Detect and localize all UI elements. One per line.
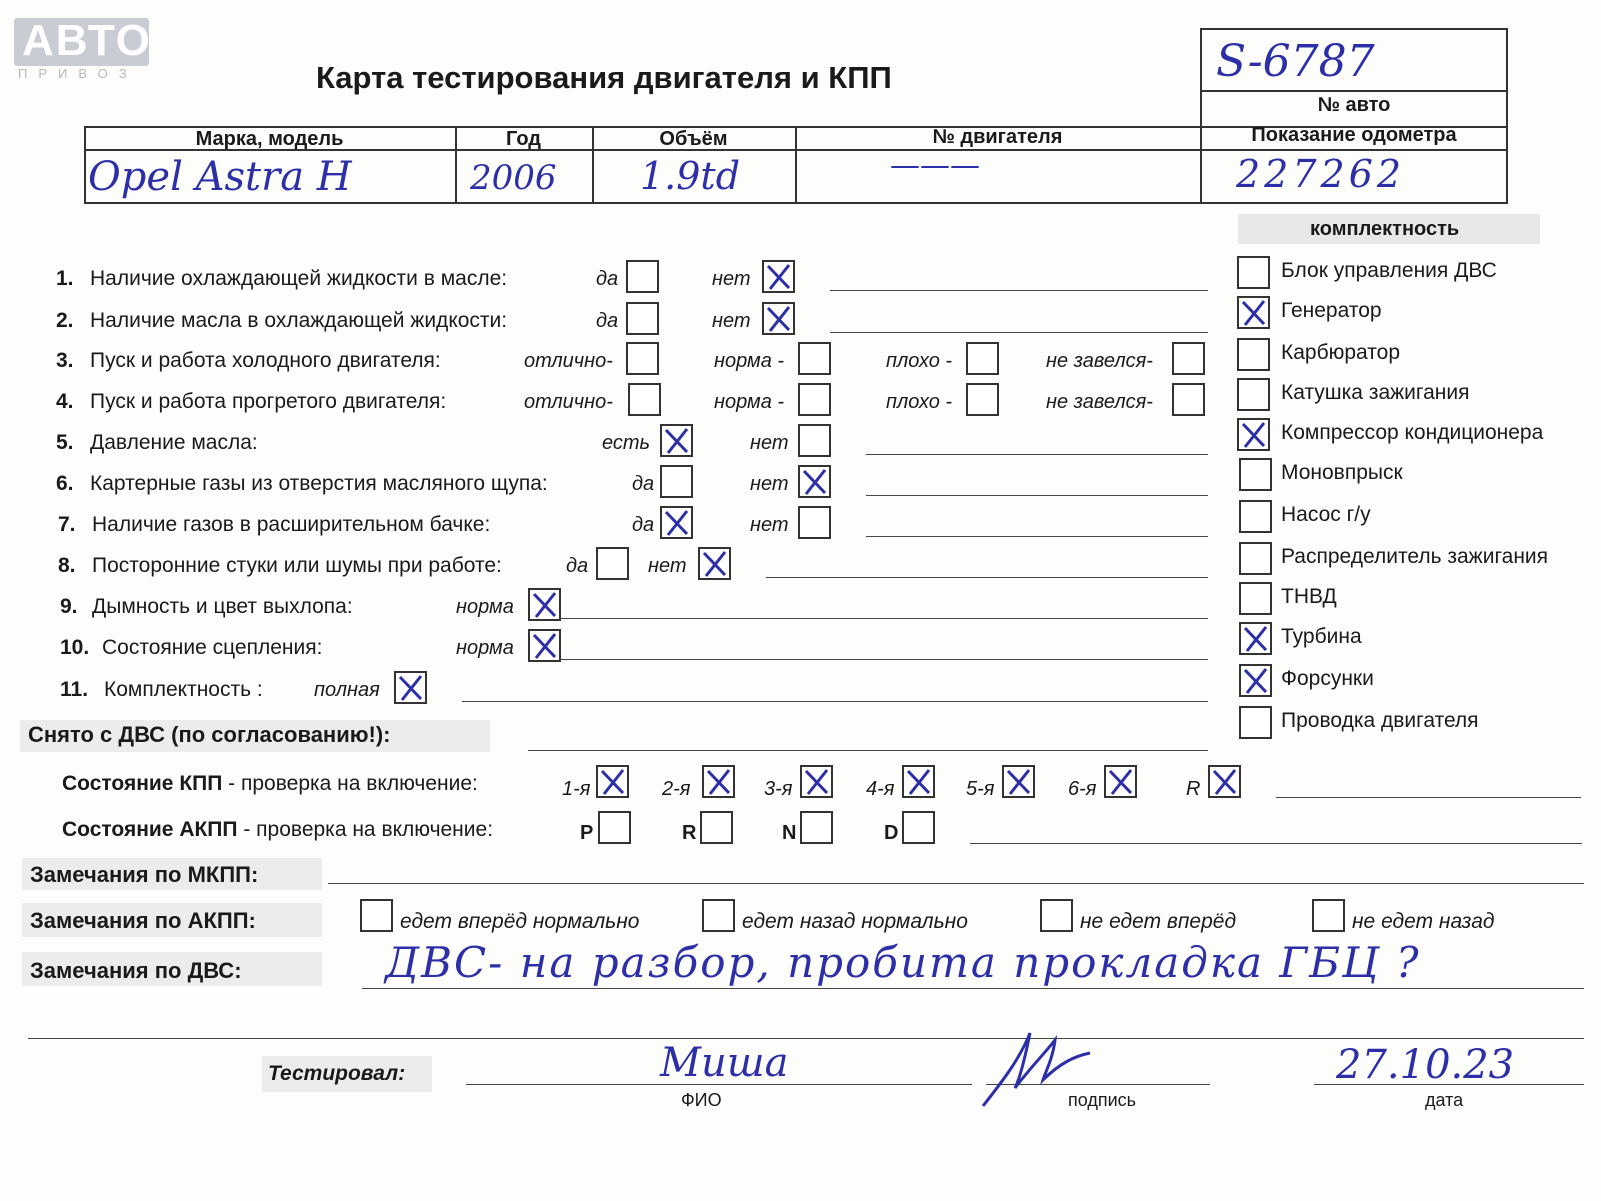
option-label: да: [566, 555, 589, 577]
volume-value: 1.9td: [640, 154, 741, 198]
option-checkbox[interactable]: [596, 547, 629, 580]
option-checkbox[interactable]: [1172, 342, 1205, 375]
tested-label: Тестировал:: [268, 1062, 406, 1085]
option-label: нет: [750, 473, 789, 495]
akpp-remark-label: едет вперёд нормально: [400, 910, 640, 933]
mode-checkbox[interactable]: [598, 811, 631, 844]
item-number: 2.: [56, 309, 74, 332]
option-checkbox[interactable]: [966, 342, 999, 375]
komplekt-checkbox[interactable]: [1239, 458, 1272, 491]
option-checkbox[interactable]: [528, 629, 561, 662]
option-label: нет: [750, 432, 789, 454]
item-number: 5.: [56, 431, 74, 454]
gear-label: R: [1186, 778, 1201, 800]
item-label: Пуск и работа холодного двигателя:: [90, 349, 441, 372]
komplekt-checkbox[interactable]: [1237, 338, 1270, 371]
signature-caption: подпись: [1068, 1090, 1137, 1110]
option-checkbox[interactable]: [798, 383, 831, 416]
mode-label: N: [782, 822, 797, 844]
item-label: Наличие газов в расширительном бачке:: [92, 513, 491, 536]
name-caption: ФИО: [681, 1090, 722, 1110]
remarks-dvs-label: Замечания по ДВС:: [30, 958, 242, 983]
komplekt-label: Моновпрыск: [1281, 461, 1403, 484]
engine-number-value: ———: [890, 148, 980, 183]
option-checkbox[interactable]: [762, 260, 795, 293]
komplekt-label: Распределитель зажигания: [1281, 545, 1549, 568]
item-line: [560, 659, 1208, 660]
option-label: нет: [750, 514, 789, 536]
auto-number-label: № авто: [1317, 94, 1391, 116]
option-checkbox[interactable]: [626, 302, 659, 335]
komplekt-label: Насос г/у: [1281, 503, 1371, 526]
akpp-remark-label: не едет назад: [1352, 910, 1495, 933]
gear-checkbox[interactable]: [596, 765, 629, 798]
komplekt-title: комплектность: [1310, 218, 1460, 240]
item-label: Комплектность :: [104, 678, 263, 701]
item-number: 10.: [60, 636, 90, 659]
date-caption: дата: [1425, 1090, 1464, 1110]
item-label: Посторонние стуки или шумы при работе:: [92, 554, 502, 577]
divider: [1200, 90, 1508, 92]
item-line: [766, 577, 1208, 578]
komplekt-checkbox[interactable]: [1237, 378, 1270, 411]
komplekt-checkbox[interactable]: [1239, 664, 1272, 697]
kpp-label-bold: Состояние КПП: [62, 772, 223, 795]
page-title: Карта тестирования двигателя и КПП: [316, 60, 892, 95]
gear-checkbox[interactable]: [702, 765, 735, 798]
gear-checkbox[interactable]: [1208, 765, 1241, 798]
make-value: Opel Astra H: [88, 154, 352, 200]
item-number: 4.: [56, 390, 74, 413]
komplekt-label: Катушка зажигания: [1281, 381, 1470, 404]
kpp-line: [1276, 797, 1581, 798]
item-number: 8.: [58, 554, 76, 577]
option-label: да: [596, 268, 619, 290]
komplekt-checkbox[interactable]: [1239, 542, 1272, 575]
komplekt-checkbox[interactable]: [1237, 256, 1270, 289]
komplekt-label: ТНВД: [1281, 585, 1337, 608]
akpp-label-rest: - проверка на включение:: [237, 818, 494, 841]
komplekt-label: Проводка двигателя: [1281, 709, 1479, 732]
komplekt-checkbox[interactable]: [1239, 622, 1272, 655]
item-number: 6.: [56, 472, 74, 495]
option-checkbox[interactable]: [1172, 383, 1205, 416]
mode-label: P: [580, 822, 594, 844]
header-make: Марка, модель: [195, 128, 344, 150]
komplekt-label: Форсунки: [1281, 667, 1374, 690]
option-label: плохо -: [886, 391, 953, 413]
logo-subtext: ПРИВОЗ: [18, 66, 138, 81]
item-line: [560, 618, 1208, 619]
item-label: Давление масла:: [90, 431, 258, 454]
removed-line: [528, 750, 1208, 751]
option-checkbox[interactable]: [660, 424, 693, 457]
komplekt-label: Блок управления ДВС: [1281, 259, 1497, 282]
option-checkbox[interactable]: [698, 547, 731, 580]
auto-number-value: S-6787: [1216, 36, 1375, 87]
option-checkbox[interactable]: [628, 383, 661, 416]
tester-name: Миша: [660, 1040, 789, 1086]
mode-checkbox[interactable]: [902, 811, 935, 844]
item-label: Картерные газы из отверстия масляного щупа:: [90, 472, 548, 495]
header-year: Год: [506, 128, 541, 150]
akpp-remark-checkbox[interactable]: [1312, 899, 1345, 932]
item-line: [830, 332, 1208, 333]
item-label: Пуск и работа прогретого двигателя:: [90, 390, 447, 413]
option-label: норма -: [714, 391, 785, 413]
komplekt-label: Турбина: [1281, 625, 1362, 648]
gear-label: 5-я: [966, 778, 995, 800]
item-line: [866, 495, 1208, 496]
item-number: 7.: [58, 513, 76, 536]
logo-text: АВТО: [22, 16, 152, 65]
odometer-value: 227262: [1236, 152, 1406, 196]
option-label: да: [632, 514, 655, 536]
option-label: есть: [602, 432, 651, 454]
option-label: не завелся-: [1046, 391, 1153, 413]
item-label: Наличие охлаждающей жидкости в масле:: [90, 267, 508, 290]
option-label: не завелся-: [1046, 350, 1153, 372]
gear-label: 3-я: [764, 778, 793, 800]
kpp-label-rest: - проверка на включение:: [222, 772, 478, 795]
mode-checkbox[interactable]: [700, 811, 733, 844]
komplekt-label: Компрессор кондиционера: [1281, 421, 1544, 444]
option-checkbox[interactable]: [798, 506, 831, 539]
option-checkbox[interactable]: [966, 383, 999, 416]
option-label: полная: [314, 679, 380, 701]
option-checkbox[interactable]: [798, 424, 831, 457]
komplekt-checkbox[interactable]: [1237, 418, 1270, 451]
gear-label: 1-я: [562, 778, 591, 800]
item-label: Наличие масла в охлаждающей жидкости:: [90, 309, 508, 332]
remarks-extra-line: [28, 1038, 1584, 1039]
mode-checkbox[interactable]: [800, 811, 833, 844]
item-number: 9.: [60, 595, 78, 618]
remarks-akpp-label: Замечания по АКПП:: [30, 908, 256, 933]
kpp-label: [62, 772, 478, 796]
option-label: отлично-: [524, 391, 613, 413]
akpp-remark-checkbox[interactable]: [702, 899, 735, 932]
option-label: нет: [648, 555, 687, 577]
option-checkbox[interactable]: [762, 302, 795, 335]
year-value: 2006: [470, 158, 557, 198]
option-checkbox[interactable]: [394, 671, 427, 704]
komplekt-label: Карбюратор: [1281, 341, 1401, 364]
option-label: да: [632, 473, 655, 495]
item-label: Дымность и цвет выхлопа:: [92, 595, 353, 618]
gear-checkbox[interactable]: [902, 765, 935, 798]
akpp-remark-checkbox[interactable]: [360, 899, 393, 932]
gear-label: 6-я: [1068, 778, 1097, 800]
header-engine-number: № двигателя: [932, 126, 1063, 148]
option-checkbox[interactable]: [528, 588, 561, 621]
item-line: [866, 454, 1208, 455]
option-checkbox[interactable]: [798, 465, 831, 498]
option-label: нет: [712, 268, 751, 290]
mode-label: R: [682, 822, 697, 844]
akpp-remark-checkbox[interactable]: [1040, 899, 1073, 932]
remarks-dvs-value: ДВС- на разбор, пробита прокладка ГБЦ ?: [385, 938, 1421, 987]
komplekt-checkbox[interactable]: [1239, 706, 1272, 739]
option-checkbox[interactable]: [660, 506, 693, 539]
option-label: норма -: [714, 350, 785, 372]
akpp-remark-label: не едет вперёд: [1080, 910, 1237, 933]
gear-label: 4-я: [866, 778, 895, 800]
komplekt-checkbox[interactable]: [1239, 582, 1272, 615]
akpp-label: [62, 818, 493, 842]
remarks-dvs-line: [362, 988, 1584, 989]
gear-checkbox[interactable]: [1002, 765, 1035, 798]
komplekt-checkbox[interactable]: [1237, 296, 1270, 329]
option-label: нет: [712, 310, 751, 332]
option-checkbox[interactable]: [626, 342, 659, 375]
komplekt-label: Генератор: [1281, 299, 1382, 322]
removed-label: Снято с ДВС (по согласованию!):: [28, 722, 391, 747]
item-number: 1.: [56, 267, 74, 290]
gear-checkbox[interactable]: [800, 765, 833, 798]
komplekt-checkbox[interactable]: [1239, 500, 1272, 533]
header-volume: Объём: [659, 128, 728, 150]
option-checkbox[interactable]: [798, 342, 831, 375]
item-number: 3.: [56, 349, 74, 372]
mode-label: D: [884, 822, 899, 844]
test-date: 27.10.23: [1336, 1042, 1515, 1088]
header-odometer: Показание одометра: [1251, 124, 1457, 146]
item-line: [830, 290, 1208, 291]
item-number: 11.: [60, 678, 89, 701]
akpp-line: [970, 843, 1582, 844]
option-label: норма: [456, 596, 514, 618]
akpp-remark-label: едет назад нормально: [742, 910, 968, 933]
akpp-label-bold: Состояние АКПП: [62, 818, 238, 841]
option-label: норма: [456, 637, 514, 659]
option-label: да: [596, 310, 619, 332]
gear-checkbox[interactable]: [1104, 765, 1137, 798]
remarks-mkpp-line: [328, 883, 1584, 884]
option-checkbox[interactable]: [626, 260, 659, 293]
option-label: плохо -: [886, 350, 953, 372]
option-label: отлично-: [524, 350, 613, 372]
item-line: [462, 701, 1208, 702]
item-label: Состояние сцепления:: [102, 636, 323, 659]
remarks-mkpp-label: Замечания по МКПП:: [30, 862, 259, 887]
option-checkbox[interactable]: [660, 465, 693, 498]
item-line: [866, 536, 1208, 537]
gear-label: 2-я: [662, 778, 691, 800]
